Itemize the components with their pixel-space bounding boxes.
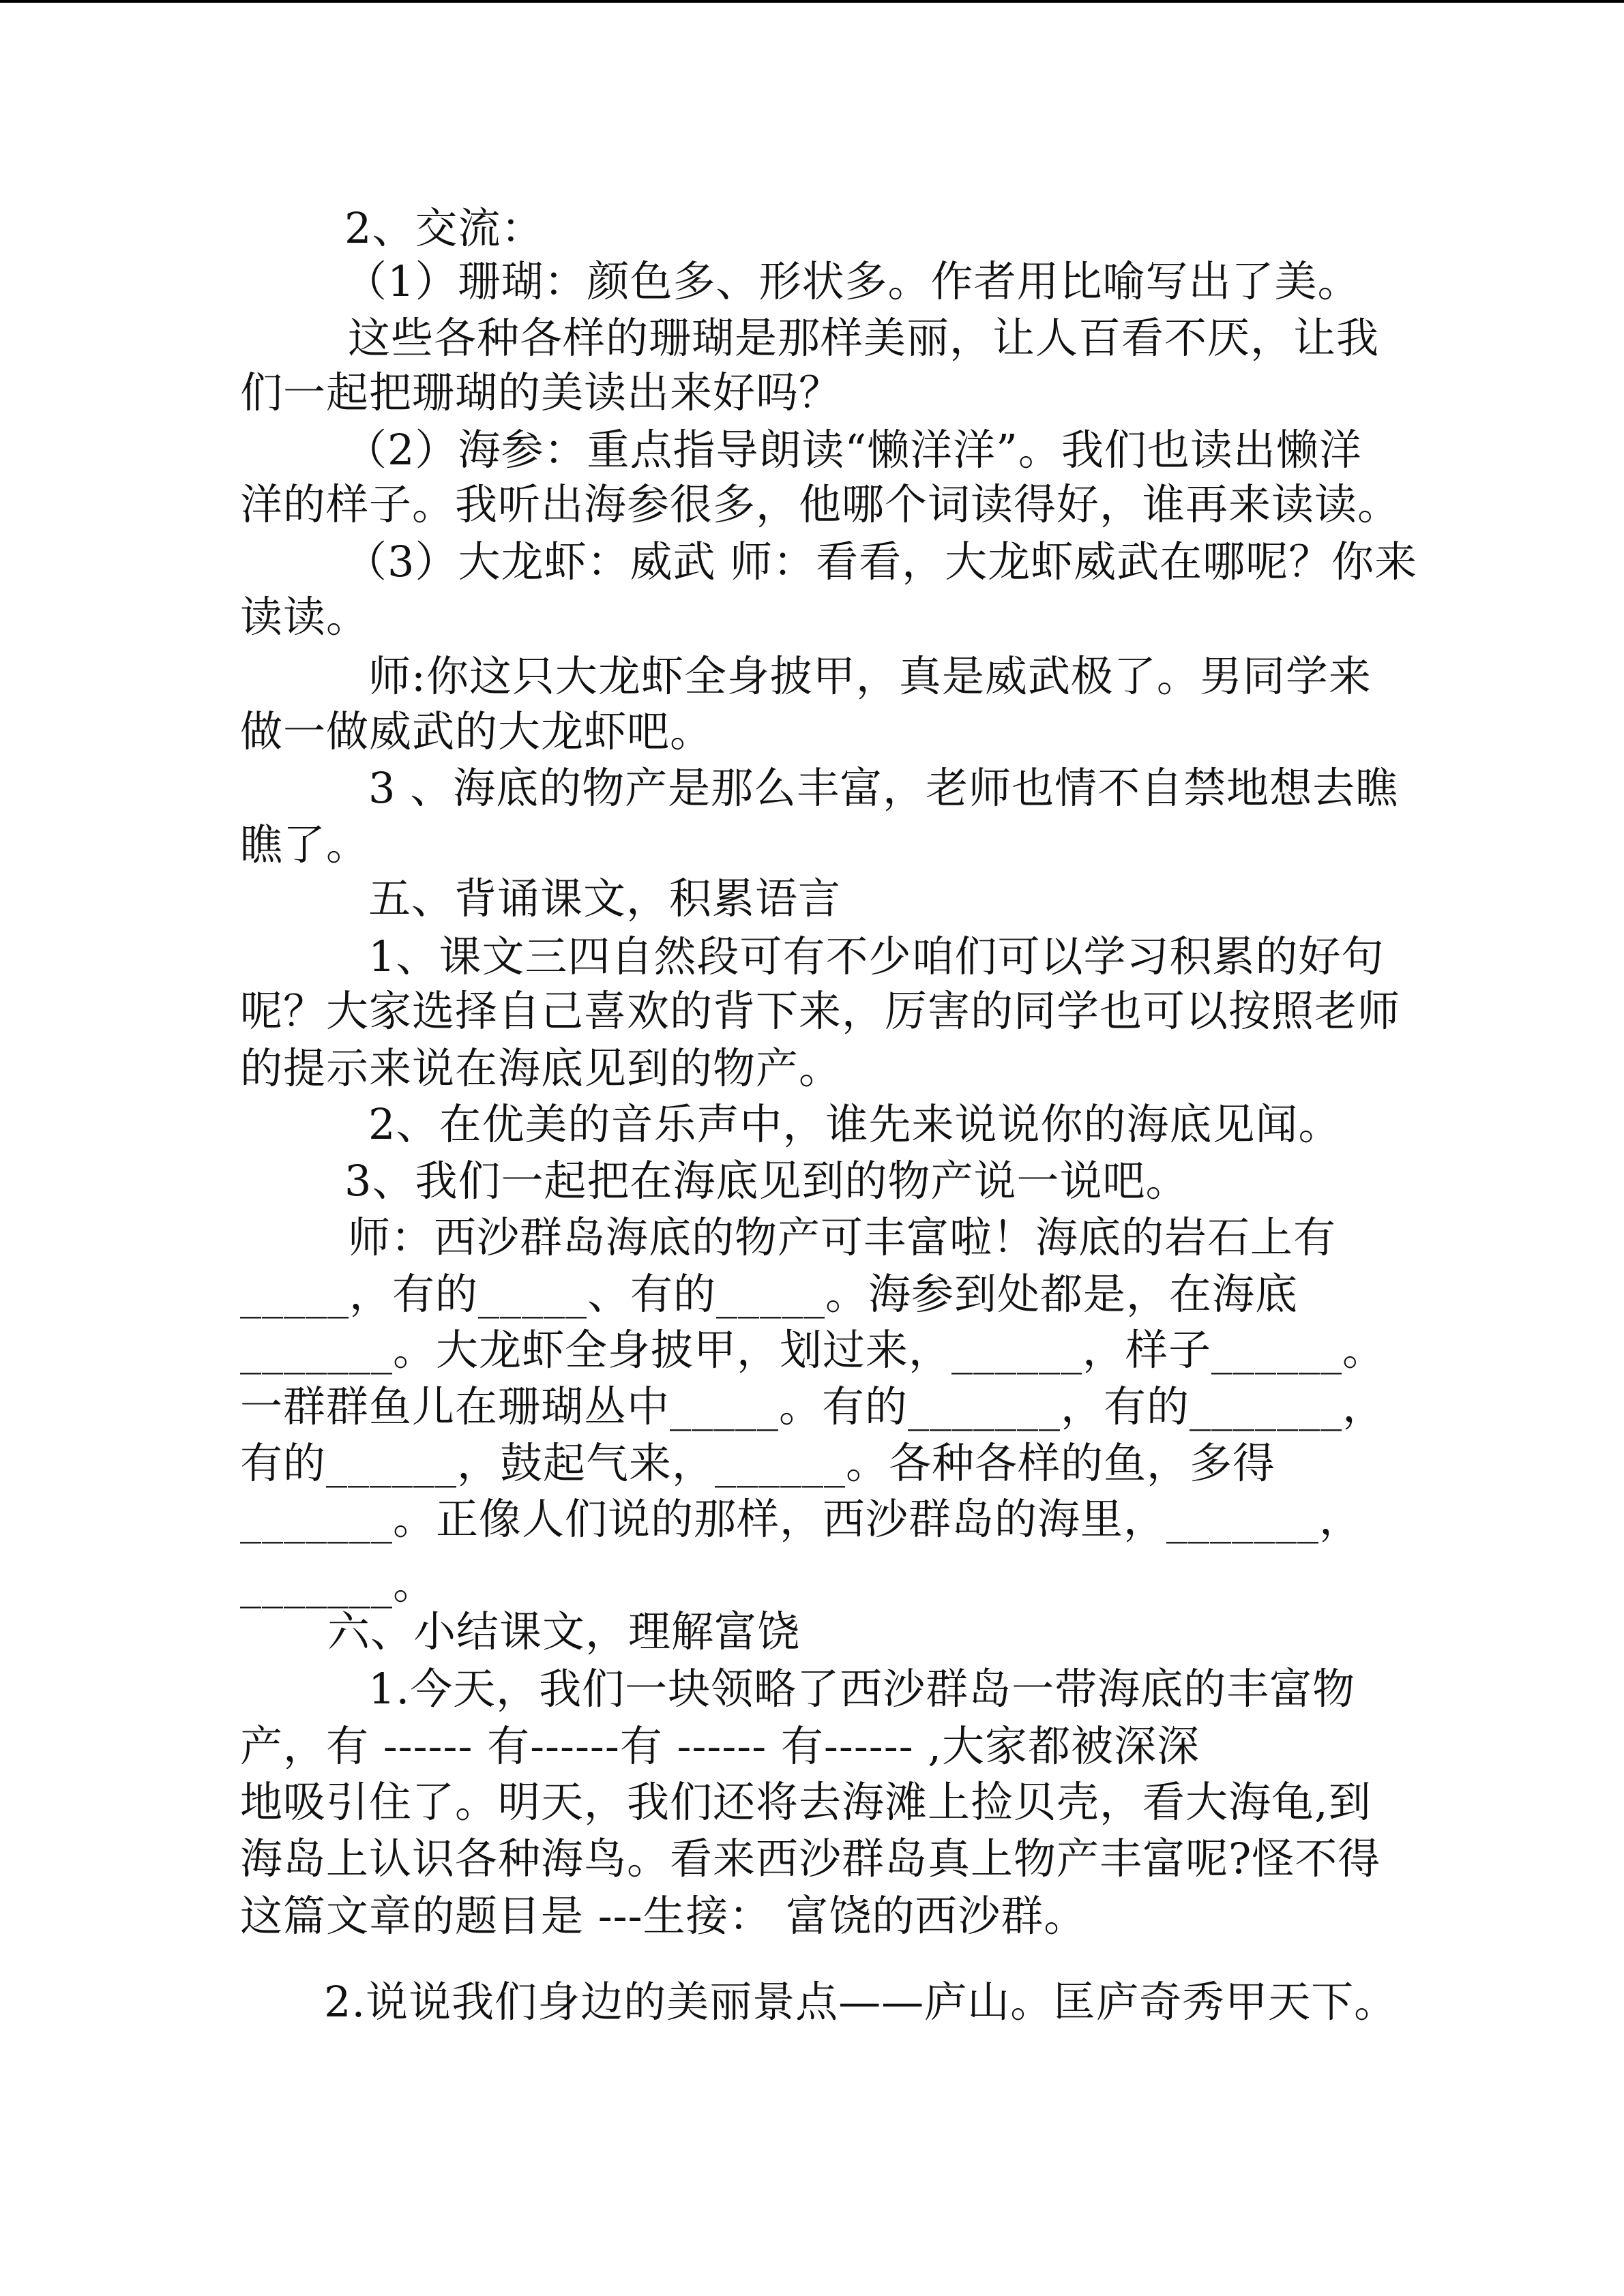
text-line: 1.今天，我们一块领略了西沙群岛一带海底的丰富物: [368, 1664, 1356, 1714]
text-line: 们一起把珊瑚的美读出来好吗？: [240, 368, 842, 417]
fill-blank-line: 有的______，鼓起气来，______。各种各样的鱼，多得: [240, 1438, 1276, 1488]
text-line: （3）大龙虾：威武 师：看看，大龙虾威武在哪呢？你来: [344, 537, 1418, 586]
text-line: 呢？大家选择自己喜欢的背下来，厉害的同学也可以按照老师: [240, 986, 1401, 1036]
fill-blank-line: _____，有的_____、有的_____。海参到处都是，在海底: [240, 1269, 1299, 1319]
text-line: 3、我们一起把在海底见到的物产说一说吧。: [344, 1156, 1189, 1206]
text-line: 地吸引住了。明天，我们还将去海滩上捡贝壳，看大海龟,到: [240, 1777, 1372, 1827]
text-line: 师：西沙群岛海底的物产可丰富啦！海底的岩石上有: [348, 1212, 1337, 1262]
text-line: 这些各种各样的珊瑚是那样美丽，让人百看不厌，让我: [348, 313, 1380, 363]
fill-blank-line: _______。正像人们说的那样，西沙群岛的海里，_______，: [240, 1494, 1363, 1544]
fill-blank-line: _______。: [240, 1559, 437, 1609]
text-line: 做一做威武的大龙虾吧。: [240, 706, 713, 756]
section-heading: 六、小结课文，理解富饶: [327, 1607, 801, 1656]
text-line: 瞧了。: [240, 820, 370, 869]
text-line: 读读。: [240, 592, 370, 642]
text-line: （1）珊瑚：颜色多、形状多。作者用比喻写出了美。: [344, 256, 1361, 306]
text-line: 的提示来说在海底见到的物产。: [240, 1043, 842, 1093]
fill-blank-line: _______。大龙虾全身披甲，划过来，______，样子______。: [240, 1325, 1386, 1375]
text-line: 海岛上认识各种海鸟。看来西沙群岛真上物产丰富呢?怪不得: [240, 1834, 1381, 1883]
text-line: 2、交流：: [344, 203, 544, 253]
text-line: 1、课文三四自然段可有不少咱们可以学习积累的好句: [368, 931, 1385, 981]
text-line: 师:你这只大龙虾全身披甲，真是威武极了。男同学来: [368, 651, 1372, 701]
section-heading: 五、背诵课文，积累语言: [368, 874, 842, 923]
text-line: 3 、海底的物产是那么丰富，老师也情不自禁地想去瞧: [368, 763, 1399, 813]
text-line: 产，有 ------ 有------有 ------ 有------ ,大家都被深深: [240, 1721, 1200, 1771]
text-line: 2、在优美的音乐声中，谁先来说说你的海底见闻。: [368, 1099, 1342, 1149]
fill-blank-line: 一群群鱼儿在珊瑚丛中_____。有的_______，有的_______，: [240, 1382, 1386, 1431]
text-line: 2.说说我们身边的美丽景点——庐山。匡庐奇秀甲天下。: [324, 1977, 1398, 2027]
text-line: 洋的样子。我听出海参很多，他哪个词读得好，谁再来读读。: [240, 479, 1401, 529]
text-line: （2）海参：重点指导朗读“懒洋洋”。我们也读出懒洋: [344, 425, 1362, 475]
text-line: 这篇文章的题目是 ---生接： 富饶的西沙群。: [240, 1891, 1087, 1941]
